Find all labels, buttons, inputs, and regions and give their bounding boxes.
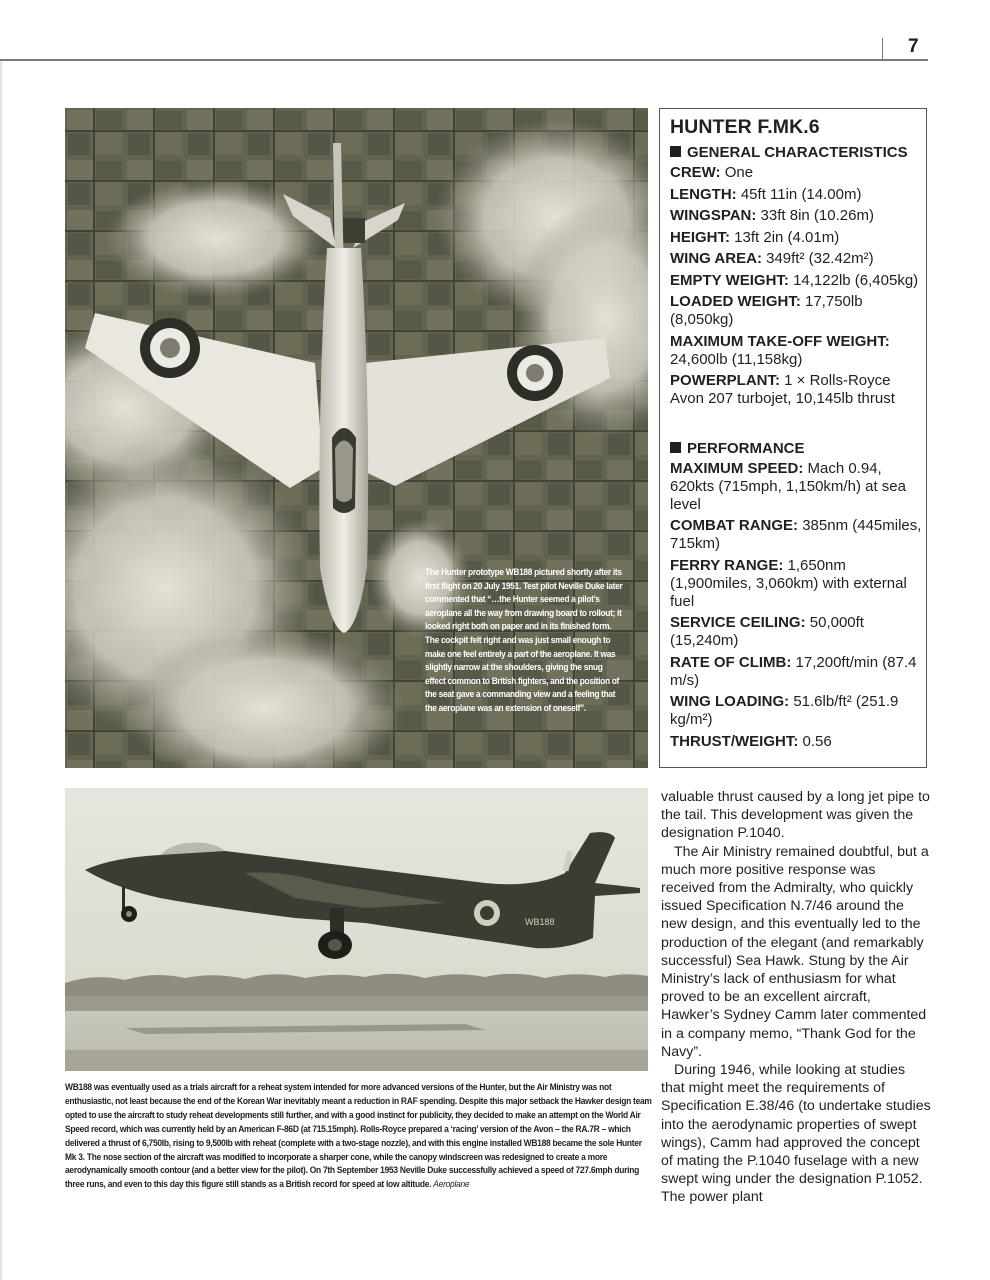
spec-crew: CREW: One — [670, 164, 754, 181]
body-text-column — [661, 788, 931, 1207]
spec-max-takeoff-weight: MAXIMUM TAKE-OFF WEIGHT: 24,600lb (11,158kg) — [670, 332, 890, 368]
photo-top-caption: The Hunter prototype WB188 pictured shortly after its first flight on 20 July 1951. Test pilot Neville Duke later commented that “…the Hunter seemed a pilot’s aeroplane all the way from drawing board to rollout; it looked right both on paper and in its finished form. The cockpit felt right and was just small enough to make one feel entirely a part of the aeroplane. It was slightly narrow at the shoulders, giving the snug effect common to British fighters, and the position of the seat gave a commanding view and a feeling that the aeroplane was an extension of oneself”. — [425, 567, 623, 713]
header-rule — [0, 59, 928, 61]
photo-aerial-hunter — [65, 108, 648, 768]
spec-thrust-weight: THRUST/WEIGHT: 0.56 — [670, 732, 832, 750]
spec-wingspan: WINGSPAN: 33ft 8in (10.26m) — [670, 207, 874, 224]
spec-height: HEIGHT: 13ft 2in (4.01m) — [670, 228, 840, 246]
photo-credit: Aeroplane — [433, 1178, 470, 1190]
spec-max-speed: MAXIMUM SPEED: Mach 0.94, 620kts (715mph, 1,150km/h) at sea level — [670, 459, 906, 513]
spec-rate-of-climb: RATE OF CLIMB: 17,200ft/min (87.4 m/s) — [670, 653, 917, 689]
spec-title: HUNTER F.MK.6 — [670, 116, 820, 138]
page-number: 7 — [908, 36, 919, 57]
photo-hunter-takeoff — [65, 788, 648, 1071]
svg-text:WB188: WB188 — [525, 917, 555, 927]
header-divider — [882, 38, 883, 60]
spec-box — [659, 108, 927, 768]
spec-wing-area: WING AREA: 349ft² (32.42m²) — [670, 250, 874, 267]
spec-length: LENGTH: 45ft 11in (14.00m) — [670, 185, 862, 203]
square-bullet-icon — [670, 442, 681, 453]
square-bullet-icon — [670, 146, 681, 157]
body-paragraph: The Air Ministry remained doubtful, but a much more positive response was received from the Admiralty, who quickly issued Specification N.7/46 around the new design, and this eventually led to the production of the elegant (and remarkably successful) Sea Hawk. Stung by the Air Ministry’s lack of enthusiasm for what proved to be an excellent aircraft, Hawker’s Sydney Camm later commented in a company memo, “Thank God for the Navy”. — [661, 843, 929, 1060]
spec-loaded-weight: LOADED WEIGHT: 17,750lb (8,050kg) — [670, 293, 863, 328]
hunter-takeoff-illustration — [65, 788, 648, 1071]
photo-bottom-caption: WB188 was eventually used as a trials aircraft for a reheat system intended for more advanced versions of the Hunter, but the Air Ministry was not enthusiastic, not least because the end of the Korean War inevitably meant a reduction in RAF spending. Despite this major setback the Hawker design team opted to use the aircraft to study reheat developments still further, and with a good instinct for publicity, they decided to make an attempt on the World Air Speed record, which was currently held by an American F-86D (at 715.15mph). Rolls-Royce prepared a ‘racing’ version of the Avon – the RA.7R – which delivered a thrust of 6,750lb, rising to 9,500lb with reheat (complete with a two-stage nozzle), and with this engine installed WB188 became the sole Hunter Mk 3. The nose section of the aircraft was modified to incorporate a sharper cone, while the canopy windscreen was redesigned to create a more aerodynamically smooth contour (and a better view for the pilot). On 7th September 1953 Neville Duke successfully achieved a speed of 727.6mph during three runs, and even to this day this figure still stands as a British record for speed at low altitude. Aeroplane — [65, 1081, 652, 1190]
page-edge — [0, 60, 2, 1280]
spec-empty-weight: EMPTY WEIGHT: 14,122lb (6,405kg) — [670, 271, 919, 289]
body-paragraph: During 1946, while looking at studies that might meet the requirements of Specification E.38/46 (to undertake studies into the aerodynamic properties of swept wings), Camm had approved the concept of mating the P.1040 fuselage with a new swept wing under the designation P.1052. The power plant — [661, 1062, 931, 1206]
spec-combat-range: COMBAT RANGE: 385nm (445miles, 715km) — [670, 517, 922, 552]
body-paragraph: valuable thrust caused by a long jet pipe to the tail. This development was given the designation P.1040. — [661, 789, 930, 842]
spec-wing-loading: WING LOADING: 51.6lb/ft² (251.9 kg/m²) — [670, 693, 899, 728]
section-heading-general: GENERAL CHARACTERISTICS — [670, 142, 926, 163]
spec-ferry-range: FERRY RANGE: 1,650nm (1,900miles, 3,060km) with external fuel — [670, 556, 907, 610]
spec-powerplant: POWERPLANT: 1 × Rolls-Royce Avon 207 turbojet, 10,145lb thrust — [670, 372, 895, 407]
section-heading-performance: PERFORMANCE — [670, 438, 926, 459]
spec-service-ceiling: SERVICE CEILING: 50,000ft (15,240m) — [670, 614, 864, 649]
